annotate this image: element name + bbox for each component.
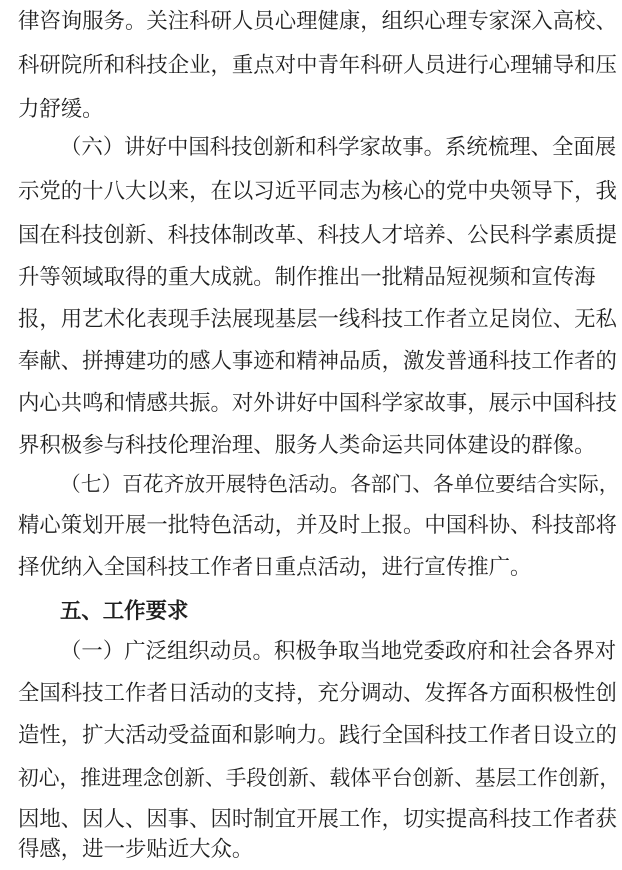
line-text: 因地、因人、因事、因时制宜开展工作，切实提高科技工作者获 <box>18 807 617 832</box>
text-line <box>0 172 622 212</box>
text-line <box>0 674 622 714</box>
paragraph-first-line <box>0 464 622 504</box>
text-line <box>0 46 622 86</box>
line-text: 升等领域取得的重大成就。制作推出一批精品短视频和宣传海 <box>18 265 596 290</box>
line-text: 造性，扩大活动受益面和影响力。践行全国科技工作者日设立的 <box>18 723 617 748</box>
text-line <box>0 258 622 298</box>
line-text: 界积极参与科技伦理治理、服务人类命运共同体建设的群像。 <box>18 433 596 458</box>
line-text: 律咨询服务。关注科研人员心理健康，组织心理专家深入高校、 <box>18 9 617 34</box>
line-text: 精心策划开展一批特色活动，并及时上报。中国科协、科技部将 <box>18 513 617 538</box>
line-text: 内心共鸣和情感共振。对外讲好中国科学家故事，展示中国科技 <box>18 391 617 416</box>
line-text: 奉献、拼搏建功的感人事迹和精神品质，激发普通科技工作者的 <box>18 349 617 374</box>
section-heading <box>0 592 622 632</box>
text-line <box>0 548 622 588</box>
line-text: 择优纳入全国科技工作者日重点活动，进行宣传推广。 <box>18 555 532 580</box>
text-line <box>0 426 622 466</box>
text-line <box>0 758 622 798</box>
paragraph-first-line <box>0 632 622 672</box>
line-text: （一）广泛组织动员。积极争取当地党委政府和社会各界对 <box>60 639 617 664</box>
line-text: （六）讲好中国科技创新和科学家故事。系统梳理、全面展 <box>60 135 617 160</box>
text-line <box>0 90 622 130</box>
text-line <box>0 384 622 424</box>
line-text: 科研院所和科技企业，重点对中青年科研人员进行心理辅导和压 <box>18 53 617 78</box>
text-line <box>0 2 622 42</box>
line-text: 全国科技工作者日活动的支持，充分调动、发挥各方面积极性创 <box>18 681 617 706</box>
paragraph-first-line <box>0 128 622 168</box>
text-line <box>0 300 622 340</box>
line-text: 报，用艺术化表现手法展现基层一线科技工作者立足岗位、无私 <box>18 307 617 332</box>
line-text: 得感，进一步贴近大众。 <box>18 837 254 862</box>
line-text: （七）百花齐放开展特色活动。各部门、各单位要结合实际， <box>60 472 620 496</box>
line-text: 国在科技创新、科技体制改革、科技人才培养、公民科学素质提 <box>18 223 617 248</box>
line-text: 初心，推进理念创新、手段创新、载体平台创新、基层工作创新， <box>18 766 621 790</box>
line-text: 力舒缓。 <box>18 97 104 122</box>
text-line <box>0 830 622 862</box>
section-heading-text: 五、工作要求 <box>60 599 189 624</box>
text-line <box>0 506 622 546</box>
line-text: 示党的十八大以来，在以习近平同志为核心的党中央领导下，我 <box>18 179 617 204</box>
text-line <box>0 342 622 382</box>
text-line <box>0 716 622 756</box>
text-line <box>0 216 622 256</box>
